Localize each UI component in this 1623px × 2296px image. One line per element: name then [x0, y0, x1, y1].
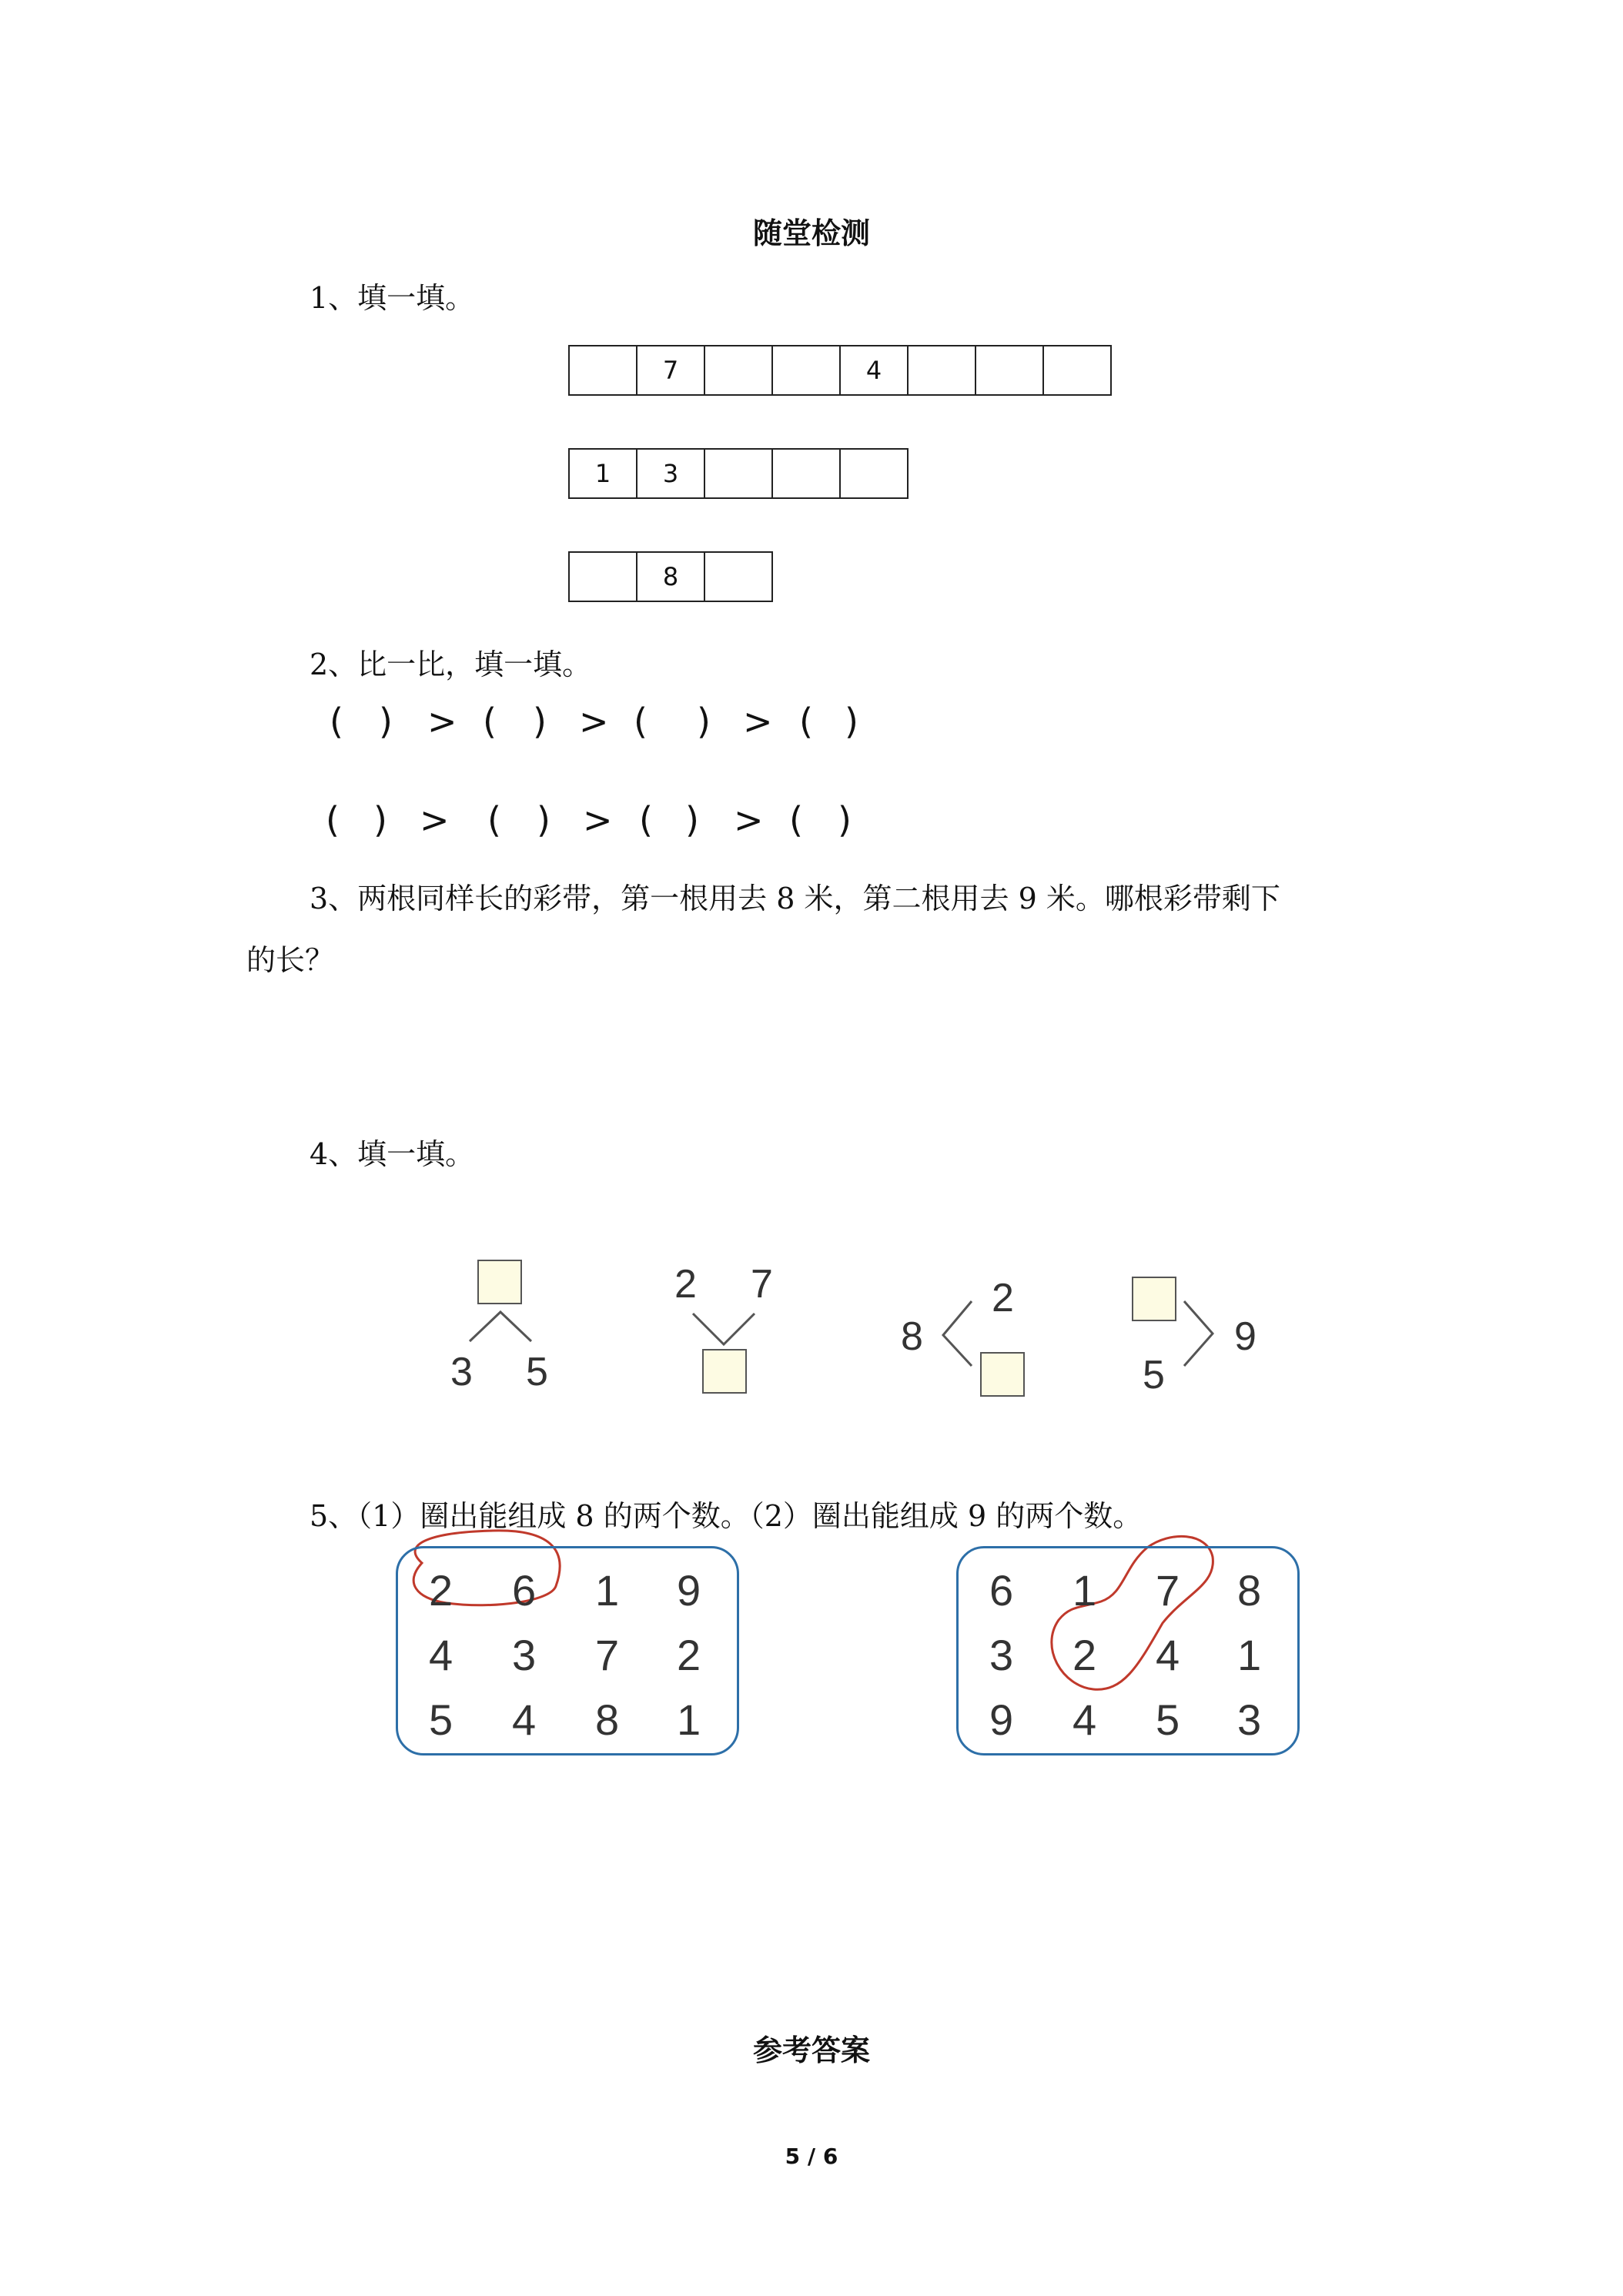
grid-number[interactable]: 1: [677, 1695, 701, 1744]
close-paren: ): [533, 701, 547, 742]
grid-number[interactable]: 5: [1156, 1695, 1180, 1744]
number-grid-1: [396, 1546, 739, 1755]
open-paren: (: [634, 701, 648, 742]
grid-number[interactable]: 3: [989, 1631, 1014, 1679]
part-right: 7: [751, 1262, 773, 1307]
greater-than: >: [579, 701, 609, 742]
close-paren: ): [373, 799, 387, 841]
grid-number[interactable]: 3: [512, 1631, 537, 1679]
open-paren: (: [326, 799, 340, 841]
grid-number[interactable]: 2: [429, 1566, 453, 1615]
grid-number[interactable]: 6: [512, 1566, 537, 1615]
close-paren: ): [685, 799, 699, 841]
answer-box[interactable]: [980, 1352, 1025, 1397]
open-paren: (: [789, 799, 803, 841]
grid-number[interactable]: 4: [512, 1695, 537, 1744]
part-right: 5: [526, 1350, 548, 1394]
number-grid-2: [956, 1546, 1300, 1755]
answer-box[interactable]: [702, 1349, 747, 1394]
part-left: 2: [674, 1262, 697, 1307]
part-left: 3: [450, 1350, 473, 1394]
greater-than: >: [427, 701, 457, 742]
question-1-label: 1、填一填。: [310, 281, 475, 315]
open-paren: (: [639, 799, 653, 841]
grid-number[interactable]: 8: [1237, 1566, 1262, 1615]
greater-than: >: [734, 799, 764, 841]
number-cell: 3: [636, 448, 705, 499]
answer-box[interactable]: [1132, 1277, 1176, 1321]
grid-number[interactable]: 1: [595, 1566, 620, 1615]
part-top: 2: [992, 1276, 1014, 1320]
open-paren: (: [799, 701, 813, 742]
question-2-label: 2、比一比，填一填。: [310, 648, 592, 681]
grid-number[interactable]: 4: [1156, 1631, 1180, 1679]
close-paren: ): [838, 799, 852, 841]
question-3-line-2: 的长？: [246, 943, 335, 977]
answers-title: 参考答案: [752, 2033, 870, 2067]
whole-number: 9: [1234, 1314, 1257, 1359]
question-3-line-1: 3、两根同样长的彩带，第一根用去 8 米，第二根用去 9 米。哪根彩带剩下: [310, 882, 1280, 915]
grid-number[interactable]: 9: [677, 1566, 701, 1615]
page-title: 随堂检测: [752, 216, 870, 250]
close-paren: ): [845, 701, 858, 742]
grid-number[interactable]: 7: [595, 1631, 620, 1679]
grid-number[interactable]: 5: [429, 1695, 453, 1744]
question-4-label: 4、填一填。: [310, 1137, 475, 1171]
grid-number[interactable]: 7: [1156, 1566, 1180, 1615]
answer-box[interactable]: [477, 1260, 522, 1304]
grid-number[interactable]: 9: [989, 1695, 1014, 1744]
greater-than: >: [583, 799, 613, 841]
grid-number[interactable]: 4: [1073, 1695, 1097, 1744]
grid-number[interactable]: 6: [989, 1566, 1014, 1615]
number-cell: 7: [636, 345, 705, 396]
greater-than: >: [420, 799, 450, 841]
grid-number[interactable]: 2: [677, 1631, 701, 1679]
close-paren: ): [697, 701, 711, 742]
close-paren: ): [537, 799, 550, 841]
close-paren: ): [379, 701, 393, 742]
grid-number[interactable]: 2: [1073, 1631, 1097, 1679]
grid-number[interactable]: 1: [1073, 1566, 1097, 1615]
greater-than: >: [743, 701, 773, 742]
number-cell: 4: [839, 345, 909, 396]
open-paren: (: [483, 701, 497, 742]
open-paren: (: [330, 701, 343, 742]
grid-number[interactable]: 8: [595, 1695, 620, 1744]
question-5-label: 5、（1）圈出能组成 8 的两个数。（2）圈出能组成 9 的两个数。: [310, 1499, 1143, 1533]
grid-number[interactable]: 3: [1237, 1695, 1262, 1744]
number-cell: 1: [568, 448, 637, 499]
open-paren: (: [487, 799, 501, 841]
page-number: 5 / 6: [785, 2144, 838, 2169]
part-bottom: 5: [1143, 1353, 1165, 1397]
number-cell: 8: [636, 551, 705, 602]
grid-number[interactable]: 1: [1237, 1631, 1262, 1679]
whole-number: 8: [901, 1314, 923, 1359]
grid-number[interactable]: 4: [429, 1631, 453, 1679]
